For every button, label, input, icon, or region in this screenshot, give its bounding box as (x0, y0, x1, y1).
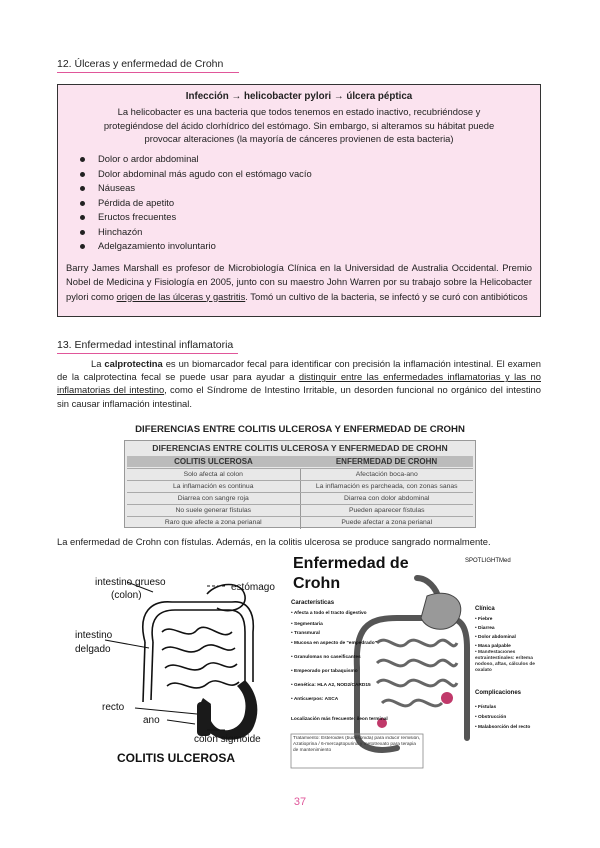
characteristic-item: • Anticuerpos: ASCA (291, 697, 339, 702)
list-item: Hinchazón (80, 225, 312, 240)
characteristic-item: • Genética: HLA A2, NOD2/CARD15 (291, 683, 371, 688)
bio-text: Barry James Marshall es profesor de Microbiología Clínica en la Universidad de Australia Occidental. Premio Nobel de Medicina y Fisiología en 2005, junto con su maestro John Warren por su trabajo sobre la Helicobacter pylori como (66, 262, 532, 302)
clinic-item: • Diarrea (475, 626, 495, 631)
table-cell: La inflamación es continua (127, 481, 301, 493)
para-underlined-text: distinguir entre las enfermedades inflamatorias y las no inflamatorias del intestino (57, 371, 541, 396)
clinic-title: Clínica (475, 606, 495, 612)
section-13-title: 13. Enfermedad intestinal inflamatoria (57, 339, 234, 351)
table-cell: Solo afecta al colon (127, 469, 301, 481)
colitis-diagram (57, 552, 287, 772)
table-cell: Raro que afecte a zona perianal (127, 517, 301, 529)
list-item: Náuseas (80, 181, 312, 196)
table-row (127, 480, 473, 493)
table-row (127, 516, 473, 529)
helicobacter-box (57, 84, 541, 317)
location-text: Localización más frecuente: íleon terminal (291, 717, 388, 722)
table-header-row (127, 456, 473, 467)
section-12-title: 12. Úlceras y enfermedad de Crohn (57, 58, 224, 70)
table-inner-title: DIFERENCIAS ENTRE COLITIS ULCEROSA Y ENFERMEDAD DE CROHN (152, 443, 448, 453)
intro-line: provocar alteraciones (la mayoría de cánceres provienen de esta bacteria) (144, 133, 454, 144)
clinic-item: • Manifestaciones extraintestinales: eritema nodoso, aftas, cálculos de oxalato (475, 650, 535, 673)
characteristic-item: • Segmentaria (291, 622, 323, 627)
complications-title: Complicaciones (475, 690, 522, 696)
figure-caption: La enfermedad de Crohn con fístulas. Además, en la colitis ulcerosa se produce sangrado normalmente. (57, 536, 491, 547)
page-number: 37 (293, 796, 307, 808)
characteristic-item: • Granulomas no caseificantes (291, 655, 361, 660)
bio-text-end: . Tomó un cultivo de la bacteria, se infectó y se curó con antibióticos (245, 290, 528, 302)
crohn-infographic (287, 548, 543, 776)
label-intestino-delgado-1: intestino (75, 630, 113, 641)
box-intro (74, 105, 524, 146)
crohn-stomach (421, 593, 461, 629)
box-title: Infección → helicobacter pylori → úlcera péptica (185, 91, 413, 102)
symptom-list (80, 152, 312, 254)
label-intestino-delgado-2: delgado (75, 644, 111, 655)
list-item: Pérdida de apetito (80, 196, 312, 211)
complication-item: • Obstrucción (475, 715, 507, 720)
label-estomago: estómago (231, 582, 275, 593)
para-text: La (91, 358, 105, 369)
table-row (127, 468, 473, 481)
table-cell: Diarrea con sangre roja (127, 493, 301, 505)
differences-table (124, 440, 476, 528)
intro-line: protegiéndose del ácido clorhídrico del estómago. Sin embargo, si alteramos su hábitat puede (103, 119, 495, 131)
rectum-diseased (197, 702, 211, 736)
label-colon-sigmoide: colon sigmoide (194, 734, 261, 745)
list-item: Eructos frecuentes (80, 210, 312, 225)
label-ano: ano (143, 715, 160, 726)
table-cell: Afectación boca-ano (355, 471, 418, 478)
marshall-bio (66, 261, 532, 304)
clinic-item: • Fiebre (475, 617, 493, 622)
complication-item: • Fístulas (475, 705, 497, 710)
clinic-item: • Dolor abdominal (475, 635, 516, 640)
section-13-underline (57, 353, 238, 354)
calprotectin-paragraph (57, 357, 541, 410)
section-12-underline (57, 72, 239, 73)
characteristics-title: Características (291, 600, 335, 606)
table-cell: Pueden aparecer fístulas (348, 507, 425, 514)
table-header-cell: COLITIS ULCEROSA (174, 457, 253, 466)
table-cell: No suele generar fístulas (127, 505, 301, 517)
treatment-text: Tratamiento: Esteroides (budesonida) para inducir remisión, Azatioprina / 6-mercaptopurina y metotrexato para terapia de mantenimiento (293, 736, 421, 753)
para-text-end: , como el Síndrome de Intestino Irritable, un desorden funcional no orgánico del intestino sin causar inflamación intestinal. (57, 384, 541, 409)
bio-underlined-text: origen de las úlceras y gastritis (116, 290, 246, 302)
table-cell: Puede afectar a zona perianal (341, 519, 433, 526)
label-intestino-grueso: intestino grueso (95, 577, 166, 588)
para-text-mid: es un biomarcador fecal para identificar con precisión la inflamación intestinal. El examen de la calprotectina fecal se puede usar para ayudar a (57, 358, 541, 383)
para-bold-text: calprotectina (104, 358, 163, 369)
table-row (127, 504, 473, 517)
table-cell: La inflamación es parcheada, con zonas sanas (315, 483, 458, 490)
table-title: DIFERENCIAS ENTRE COLITIS ULCEROSA Y ENFERMEDAD DE CROHN (135, 424, 465, 435)
complication-item: • Malabsorción del recto (475, 725, 531, 730)
table-cell: Diarrea con dolor abdominal (344, 495, 430, 502)
crohn-title-line2: Crohn (293, 575, 341, 592)
table-header-cell: ENFERMEDAD DE CROHN (335, 457, 438, 466)
brand-logo: SPOTLIGHTMed (465, 558, 511, 564)
characteristic-item: • Transmural (291, 631, 320, 636)
table-row (127, 492, 473, 505)
label-colon: (colon) (111, 590, 142, 601)
small-intestine (162, 627, 239, 688)
list-item: Adelgazamiento involuntario (80, 239, 312, 254)
characteristic-item: • Mucosa en aspecto de "empedrado" (291, 641, 377, 646)
crohn-title-line1: Enfermedad de (293, 555, 409, 572)
label-recto: recto (102, 702, 125, 713)
list-item: Dolor abdominal más agudo con el estómago vacío (80, 167, 312, 182)
inflamed-segment (441, 692, 453, 704)
list-item: Dolor o ardor abdominal (80, 152, 312, 167)
characteristic-item: • Empeorado por tabaquismo (291, 669, 358, 674)
characteristic-item: • Afecta a todo el tracto digestivo (291, 611, 367, 616)
intro-line: La helicobacter es una bacteria que todos tenemos en estado inactivo, recubriéndose y (117, 106, 481, 117)
clinic-item: • Masa palpable (475, 644, 511, 649)
colitis-caption: COLITIS ULCEROSA (117, 751, 236, 765)
